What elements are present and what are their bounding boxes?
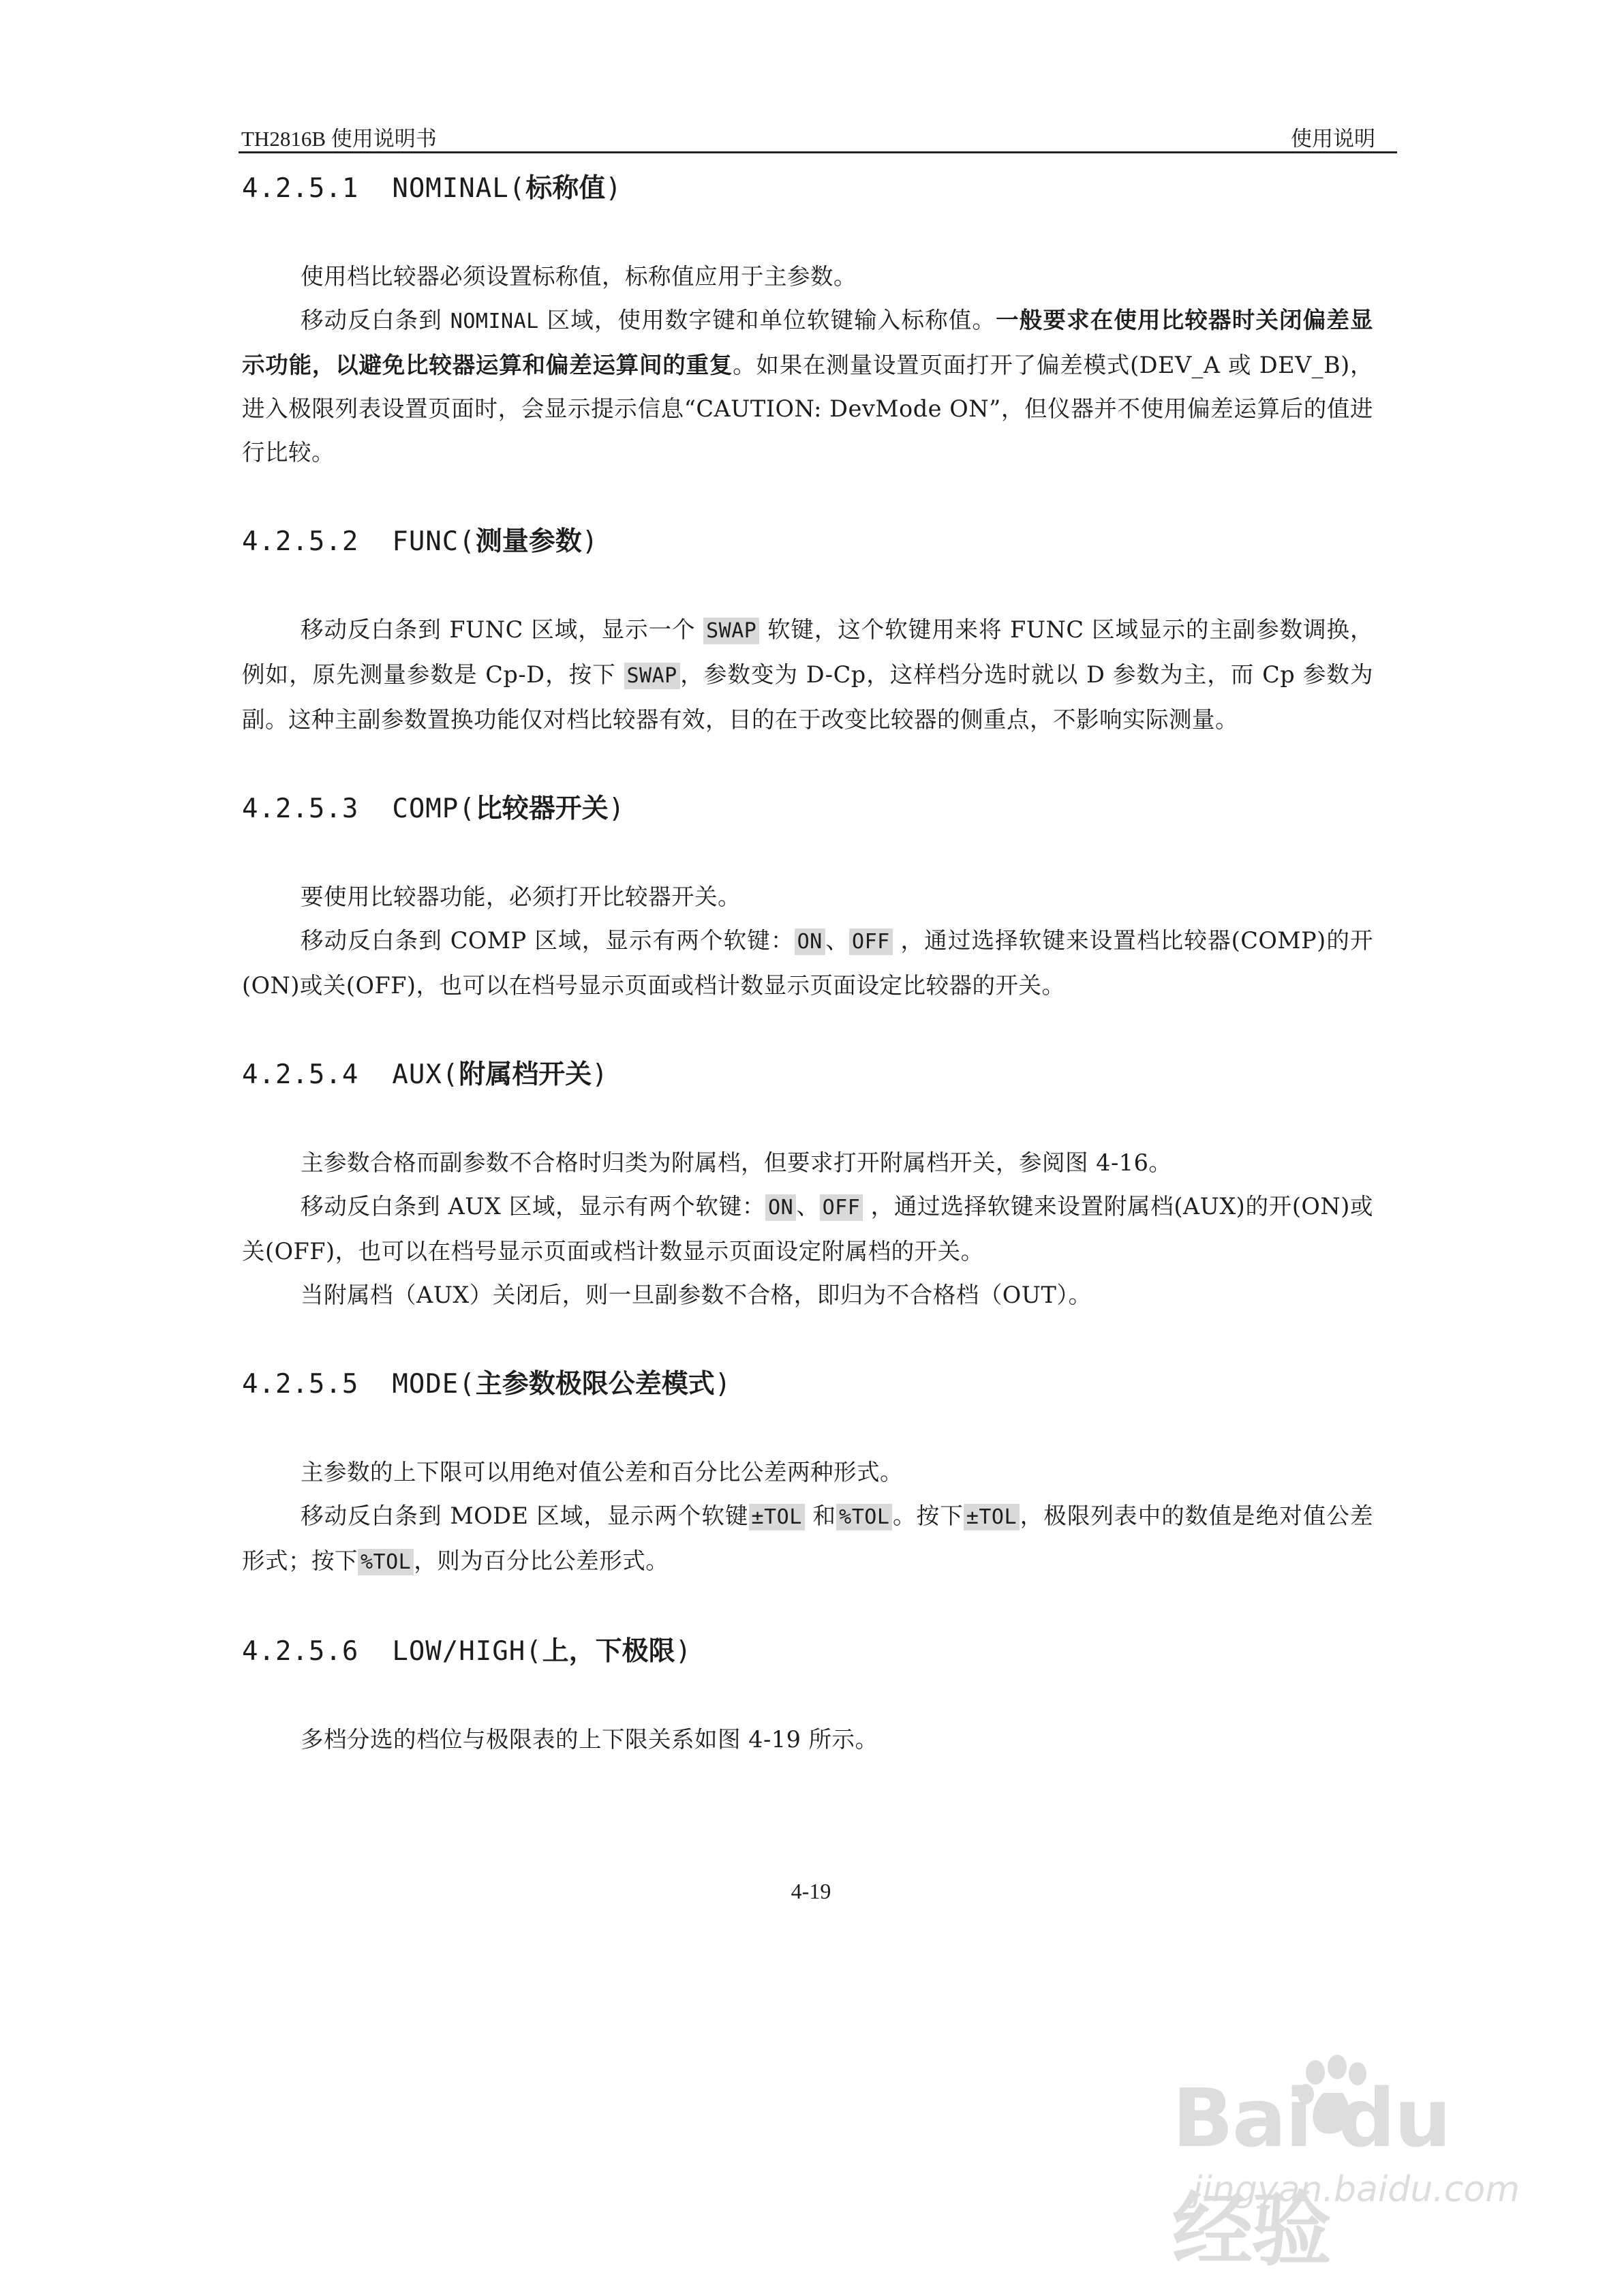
section-heading-nominal — [242, 169, 1373, 209]
section-title-zh: 比较器开关 — [475, 794, 609, 824]
section-title-end: ) — [608, 794, 626, 824]
section-title-en: AUX( — [392, 1059, 459, 1090]
watermark-url: jingyan.baidu.com — [1193, 2169, 1520, 2210]
document-body — [242, 169, 1373, 1762]
bold-text: 一般要求在使用比较器时关闭偏差显示功能，以避免比较器运算和偏差运算间的重复 — [242, 307, 1374, 378]
section-title-end: ) — [675, 1636, 692, 1667]
text: 移动反白条到 FUNC 区域，显示一个 — [301, 616, 696, 643]
section-number: 4.2.5.5 — [242, 1369, 359, 1400]
section-title-en: NOMINAL( — [392, 173, 526, 204]
softkey-off: OFF — [820, 1194, 863, 1221]
text: 区域，使用数字键和单位软键输入标称值。 — [547, 307, 996, 333]
paragraph: 主参数的上下限可以用绝对值公差和百分比公差两种形式。 — [301, 1459, 903, 1485]
field-name: NOMINAL — [450, 309, 539, 333]
section-title-en: COMP( — [392, 794, 476, 824]
paragraph: 主参数合格而副参数不合格时归类为附属档，但要求打开附属档开关，参阅图 4-16。 — [301, 1149, 1172, 1176]
paragraph — [242, 1494, 1373, 1584]
paragraph — [242, 608, 1373, 742]
section-title-en: LOW/HIGH( — [392, 1636, 542, 1667]
text: 移动反白条到 — [301, 307, 442, 333]
text: 移动反白条到 AUX 区域，显示有两个软键： — [301, 1193, 766, 1220]
baidu-jingyan-watermark — [1145, 2052, 1554, 2277]
page-number: 4-19 — [791, 1879, 831, 1903]
text: 移动反白条到 MODE 区域，显示两个软键 — [301, 1502, 749, 1529]
softkey-swap: SWAP — [624, 663, 680, 689]
text: 。如果在测量设置页面打开了偏差模式(DEV_A 或 DEV_B)，进入极限列表设置页面时，会显示提示信息“CAUTION: DevMode ON”，但仪器并不使用偏差运算后的值进行比较。 — [242, 352, 1374, 466]
softkey-pct-tol: %TOL — [836, 1504, 892, 1530]
section-number: 4.2.5.6 — [242, 1636, 359, 1667]
section-title-en: MODE( — [392, 1369, 476, 1400]
softkey-on: ON — [795, 928, 825, 955]
header-rule — [239, 151, 1397, 153]
section-title-zh: 测量参数 — [475, 526, 582, 557]
section-heading-aux — [242, 1055, 1373, 1095]
section-title-zh: 附属档开关 — [459, 1059, 592, 1090]
section-number: 4.2.5.3 — [242, 794, 359, 824]
section-heading-low-high — [242, 1632, 1373, 1672]
section-title-zh: 上，下极限 — [542, 1636, 675, 1667]
paragraph: 要使用比较器功能，必须打开比较器开关。 — [301, 883, 741, 910]
paragraph: 多档分选的档位与极限表的上下限关系如图 4-19 所示。 — [301, 1726, 878, 1753]
watermark-logo-text: Bai du 经验 — [1172, 2071, 1450, 2277]
text: 和 — [812, 1502, 837, 1529]
section-title-end: ) — [605, 173, 622, 204]
separator: 、 — [796, 1193, 820, 1220]
paragraph: 当附属档（AUX）关闭后，则一旦副参数不合格，即归为不合格档（OUT）。 — [301, 1282, 1092, 1308]
section-heading-mode — [242, 1365, 1373, 1404]
text: 移动反白条到 COMP 区域，显示有两个软键： — [301, 927, 795, 954]
softkey-abs-tol: ±TOL — [749, 1504, 805, 1530]
section-number: 4.2.5.4 — [242, 1059, 359, 1090]
text: 软键，这个软键用来将 FUNC 区域显示的主副参数调换，例如，原先测量参数是 Cp-D，按下 — [242, 616, 1374, 688]
text: ，通过选择软键来设置档比较器(COMP)的开(ON)或关(OFF)，也可以在档号显示页面或档计数显示页面设定比较器的开关。 — [242, 927, 1374, 999]
softkey-on: ON — [765, 1194, 796, 1221]
section-title-end: ) — [714, 1369, 732, 1400]
paragraph — [242, 919, 1373, 1008]
text: ，则为百分比公差形式。 — [414, 1547, 669, 1574]
paragraph: 使用档比较器必须设置标称值，标称值应用于主参数。 — [301, 263, 857, 290]
page-header — [239, 115, 1397, 153]
text: ，参数变为 D-Cp，这样档分选时就以 D 参数为主，而 Cp 参数为副。这种主副参数置换功能仅对档比较器有效，目的在于改变比较器的侧重点，不影响实际测量。 — [242, 661, 1373, 733]
softkey-swap: SWAP — [703, 618, 759, 644]
text: ，极限列表中的数值是绝对值公差形式；按下 — [242, 1502, 1374, 1574]
section-title-zh: 标称值 — [525, 173, 606, 204]
softkey-pct-tol: %TOL — [358, 1549, 414, 1575]
section-number: 4.2.5.1 — [242, 173, 359, 204]
softkey-off: OFF — [849, 928, 893, 955]
text: ，通过选择软键来设置附属档(AUX)的开(ON)或关(OFF)，也可以在档号显示页面或档计数显示页面设定附属档的开关。 — [242, 1193, 1373, 1265]
softkey-abs-tol: ±TOL — [964, 1504, 1020, 1530]
header-section: 使用说明 — [1291, 127, 1375, 151]
separator: 、 — [825, 927, 850, 954]
paragraph — [242, 1185, 1373, 1273]
section-heading-func — [242, 522, 1373, 562]
section-title-end: ) — [581, 526, 599, 557]
section-title-en: FUNC( — [392, 526, 476, 557]
section-title-end: ) — [592, 1059, 609, 1090]
text: 。按下 — [892, 1502, 964, 1529]
section-title-zh: 主参数极限公差模式 — [475, 1369, 715, 1400]
section-number: 4.2.5.2 — [242, 526, 359, 557]
paragraph — [242, 299, 1373, 474]
section-heading-comp — [242, 789, 1373, 829]
header-title: TH2816B 使用说明书 — [241, 127, 437, 151]
